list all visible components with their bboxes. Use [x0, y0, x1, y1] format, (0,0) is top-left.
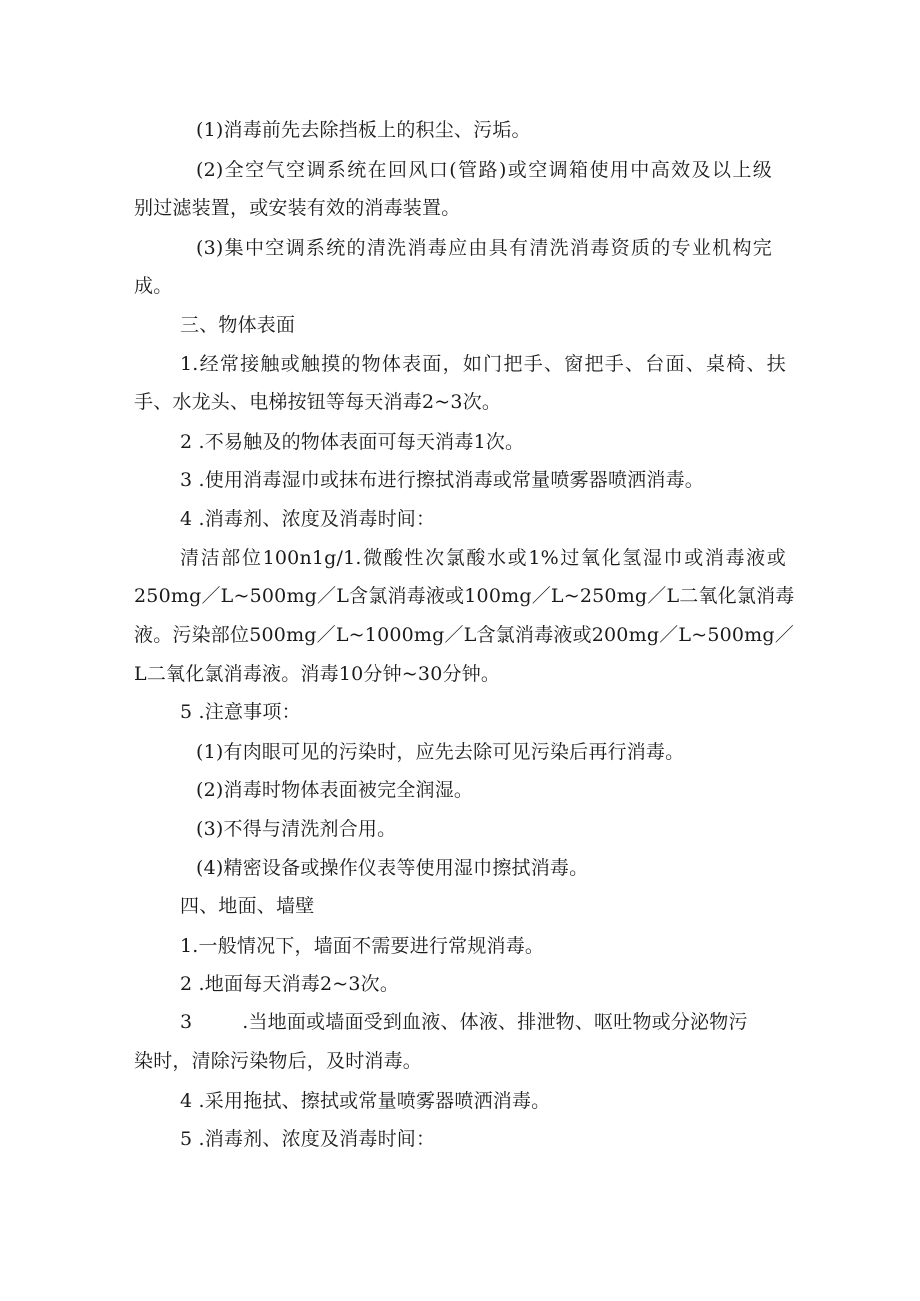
- paragraph-line: (2)消毒时物体表面被完全润湿。: [196, 779, 474, 801]
- paragraph-line: (2)全空气空调系统在回风口(管路)或空调箱使用中高效及以上级: [196, 159, 772, 181]
- paragraph-line: 成。: [134, 275, 173, 297]
- paragraph-line: 250mg／L~500mg／L含氯消毒液或100mg／L~250mg／L二氧化氯消毒: [134, 585, 795, 607]
- paragraph-line: 液。污染部位500mg／L~1000mg／L含氯消毒液或200mg／L~500mg／: [134, 624, 794, 646]
- paragraph-line: 清洁部位100n1g/1.微酸性次氯酸水或1%过氧化氢湿巾或消毒液或: [180, 547, 786, 569]
- paragraph-line: 4 .采用拖拭、擦拭或常量喷雾器喷洒消毒。: [180, 1090, 551, 1112]
- paragraph-line: (1)有肉眼可见的污染时，应先去除可见污染后再行消毒。: [196, 741, 685, 763]
- paragraph-line: 3 .使用消毒湿巾或抹布进行擦拭消毒或常量喷雾器喷洒消毒。: [180, 469, 704, 491]
- paragraph-line: 5 .注意事项：: [180, 701, 301, 723]
- paragraph-line: 5 .消毒剂、浓度及消毒时间：: [180, 1128, 436, 1150]
- paragraph-line: 别过滤装置，或安装有效的消毒装置。: [134, 197, 461, 219]
- paragraph-line: 4 .消毒剂、浓度及消毒时间：: [180, 508, 436, 530]
- paragraph-line: 2 .不易触及的物体表面可每天消毒1次。: [180, 431, 525, 453]
- paragraph-line: 3 .当地面或墙面受到血液、体液、排泄物、呕吐物或分泌物污: [180, 1011, 748, 1033]
- paragraph-line: 手、水龙头、电梯按钮等每天消毒2~3次。: [134, 391, 502, 413]
- paragraph-line: (4)精密设备或操作仪表等使用湿巾擦拭消毒。: [196, 857, 589, 879]
- paragraph-line: (3)不得与清洗剂合用。: [196, 818, 397, 840]
- paragraph-line: 1.经常接触或触摸的物体表面，如门把手、窗把手、台面、桌椅、扶: [180, 353, 786, 375]
- section-heading: 四、地面、墙壁: [180, 895, 315, 917]
- paragraph-line: (3)集中空调系统的清洗消毒应由具有清洗消毒资质的专业机构完: [196, 237, 772, 259]
- paragraph-line: 染时，清除污染物后，及时消毒。: [134, 1050, 423, 1072]
- paragraph-line: 2 .地面每天消毒2~3次。: [180, 973, 400, 995]
- paragraph-line: (1)消毒前先去除挡板上的积尘、污垢。: [196, 119, 531, 141]
- section-heading: 三、物体表面: [180, 314, 296, 336]
- paragraph-line: 1.一般情况下，墙面不需要进行常规消毒。: [180, 935, 545, 957]
- paragraph-line: L二氧化氯消毒液。消毒10分钟~30分钟。: [134, 663, 501, 685]
